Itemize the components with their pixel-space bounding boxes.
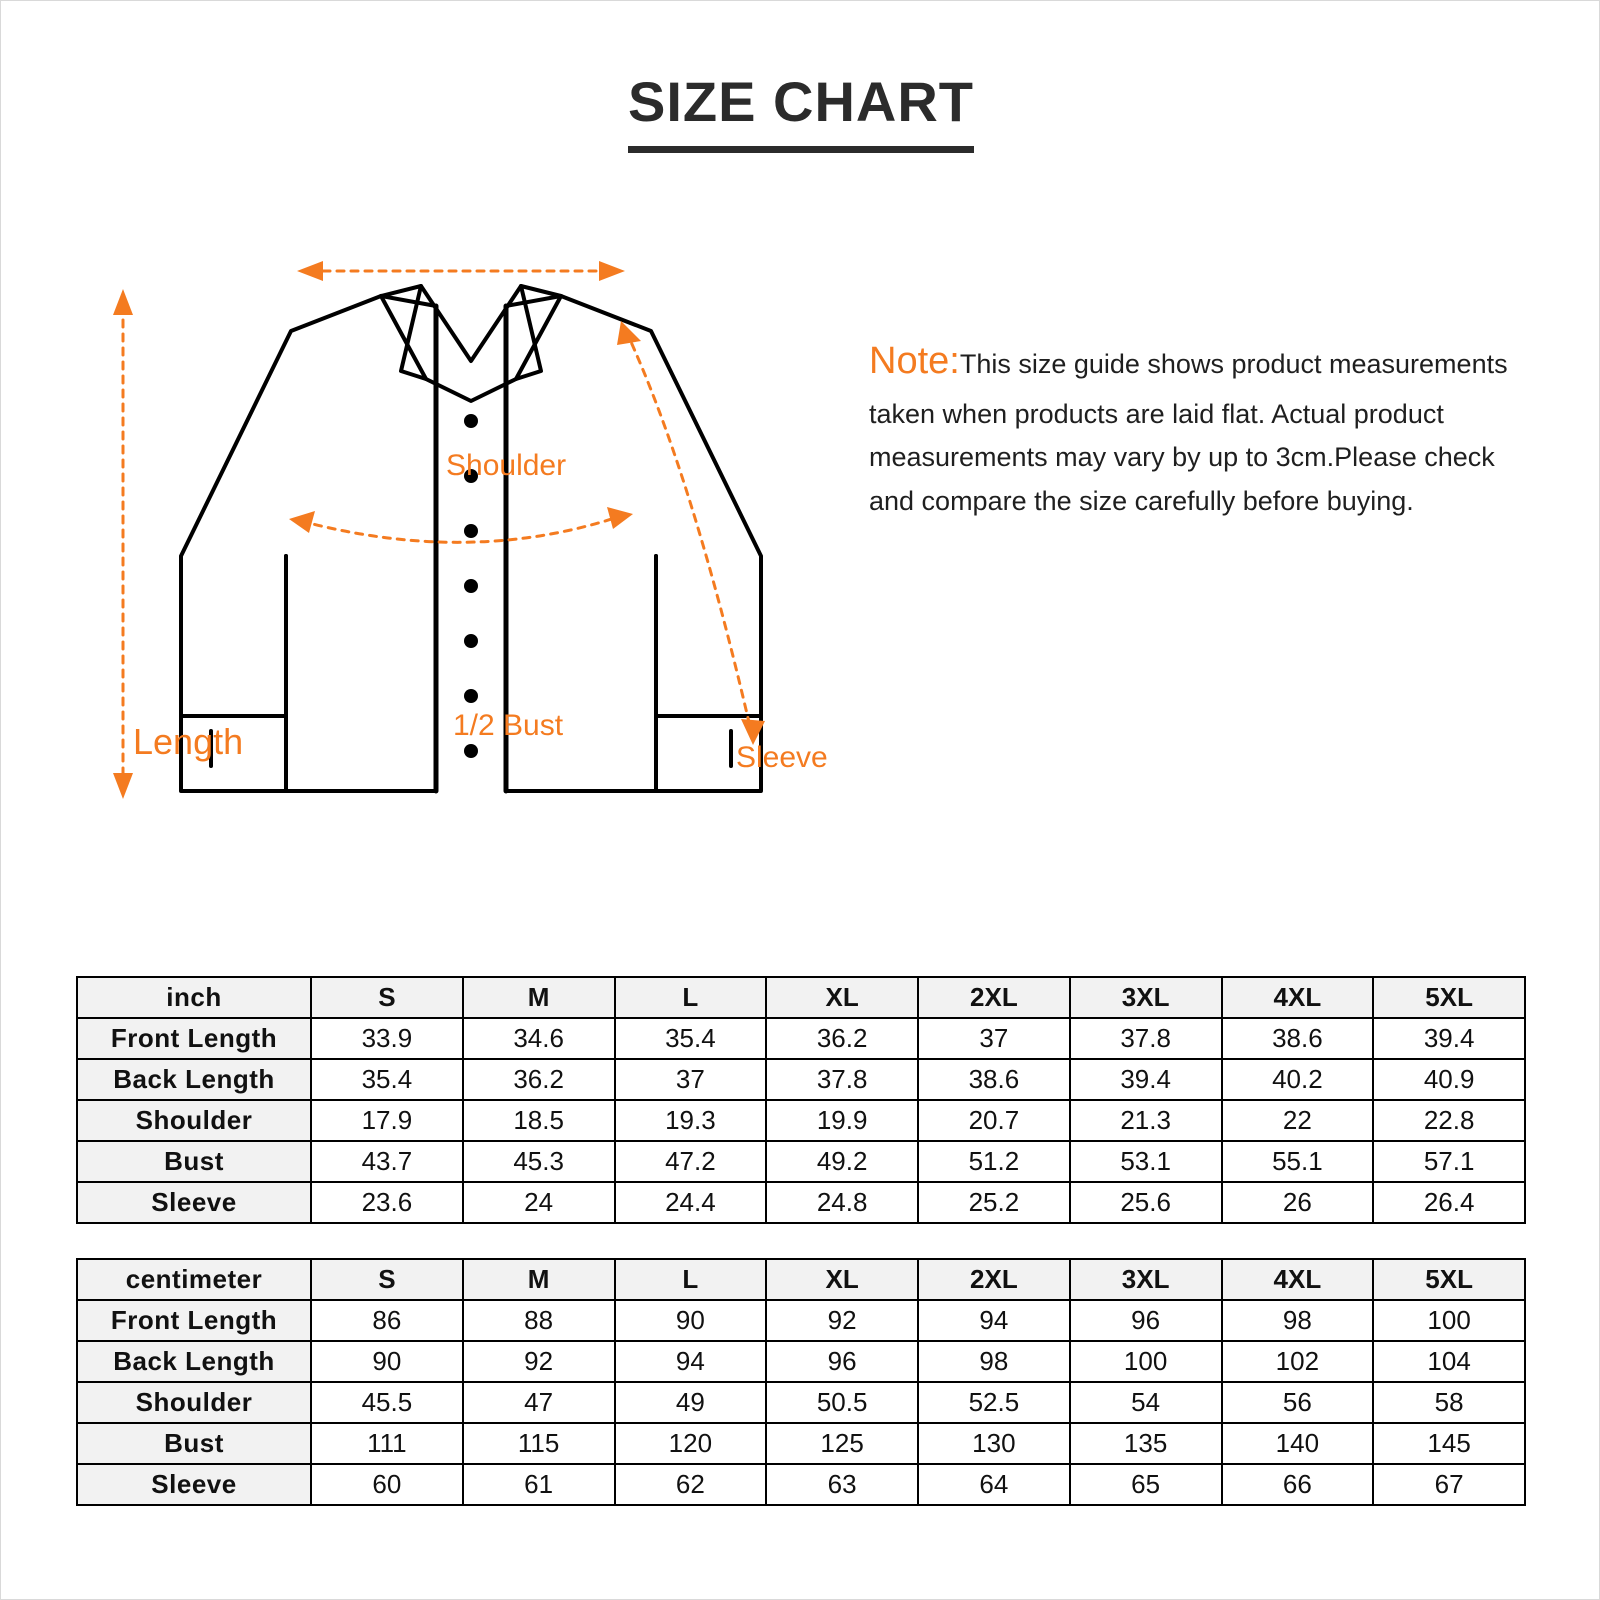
table-cell: 49 (615, 1382, 767, 1423)
table-row (77, 1059, 1525, 1100)
table-cell: 96 (766, 1341, 918, 1382)
table-cell: 22 (1222, 1100, 1374, 1141)
table-cell: 38.6 (918, 1059, 1070, 1100)
table-row (77, 1423, 1525, 1464)
column-header: 5XL (1373, 977, 1525, 1018)
column-header: 4XL (1222, 1259, 1374, 1300)
table-cell: 43.7 (311, 1141, 463, 1182)
row-header: Shoulder (77, 1382, 311, 1423)
table-cell: 92 (766, 1300, 918, 1341)
note-text: This size guide shows product measurements taken when products are laid flat. Actual product measurements may vary by up to 3cm.Please check and compare the size carefully before buying. (869, 349, 1508, 517)
table-cell: 65 (1070, 1464, 1222, 1505)
table-cell: 37 (615, 1059, 767, 1100)
table-cell: 52.5 (918, 1382, 1070, 1423)
table-cell: 96 (1070, 1300, 1222, 1341)
column-header: 3XL (1070, 1259, 1222, 1300)
table-cell: 26 (1222, 1182, 1374, 1223)
table-cell: 47.2 (615, 1141, 767, 1182)
size-table-inch (76, 976, 1526, 1224)
table-cell: 100 (1070, 1341, 1222, 1382)
table-cell: 38.6 (1222, 1018, 1374, 1059)
table-cell: 125 (766, 1423, 918, 1464)
column-header: 3XL (1070, 977, 1222, 1018)
table-cell: 37.8 (1070, 1018, 1222, 1059)
table-cell: 90 (615, 1300, 767, 1341)
unit-label: inch (77, 977, 311, 1018)
size-table-inch-body (77, 977, 1525, 1223)
column-header: 2XL (918, 1259, 1070, 1300)
table-header-row (77, 1259, 1525, 1300)
table-cell: 56 (1222, 1382, 1374, 1423)
column-header: S (311, 1259, 463, 1300)
row-header: Back Length (77, 1341, 311, 1382)
table-cell: 115 (463, 1423, 615, 1464)
page-title-container (1, 70, 1600, 153)
table-cell: 47 (463, 1382, 615, 1423)
table-row (77, 1141, 1525, 1182)
column-header: S (311, 977, 463, 1018)
table-separator (76, 1224, 1526, 1258)
note-block (869, 331, 1509, 524)
table-cell: 35.4 (615, 1018, 767, 1059)
table-row (77, 1182, 1525, 1223)
table-cell: 88 (463, 1300, 615, 1341)
table-cell: 61 (463, 1464, 615, 1505)
table-cell: 50.5 (766, 1382, 918, 1423)
size-tables (76, 976, 1526, 1506)
table-cell: 40.2 (1222, 1059, 1374, 1100)
table-cell: 36.2 (463, 1059, 615, 1100)
table-cell: 25.2 (918, 1182, 1070, 1223)
table-row (77, 1300, 1525, 1341)
table-cell: 51.2 (918, 1141, 1070, 1182)
table-cell: 120 (615, 1423, 767, 1464)
table-row (77, 1341, 1525, 1382)
row-header: Bust (77, 1423, 311, 1464)
table-cell: 24.8 (766, 1182, 918, 1223)
table-cell: 64 (918, 1464, 1070, 1505)
label-half-bust: 1/2 Bust (453, 709, 564, 742)
table-cell: 60 (311, 1464, 463, 1505)
table-cell: 36.2 (766, 1018, 918, 1059)
table-cell: 57.1 (1373, 1141, 1525, 1182)
table-cell: 130 (918, 1423, 1070, 1464)
table-cell: 86 (311, 1300, 463, 1341)
table-cell: 98 (1222, 1300, 1374, 1341)
table-cell: 66 (1222, 1464, 1374, 1505)
table-cell: 63 (766, 1464, 918, 1505)
table-cell: 104 (1373, 1341, 1525, 1382)
table-cell: 40.9 (1373, 1059, 1525, 1100)
table-cell: 19.3 (615, 1100, 767, 1141)
table-row (77, 1464, 1525, 1505)
table-header-row (77, 977, 1525, 1018)
table-cell: 94 (615, 1341, 767, 1382)
row-header: Bust (77, 1141, 311, 1182)
size-table-cm-body (77, 1259, 1525, 1505)
table-cell: 54 (1070, 1382, 1222, 1423)
table-cell: 35.4 (311, 1059, 463, 1100)
column-header: M (463, 977, 615, 1018)
table-cell: 92 (463, 1341, 615, 1382)
table-cell: 18.5 (463, 1100, 615, 1141)
table-cell: 19.9 (766, 1100, 918, 1141)
table-cell: 26.4 (1373, 1182, 1525, 1223)
label-shoulder: Shoulder (446, 449, 567, 482)
column-header: 2XL (918, 977, 1070, 1018)
table-row (77, 1382, 1525, 1423)
table-cell: 111 (311, 1423, 463, 1464)
table-cell: 53.1 (1070, 1141, 1222, 1182)
table-cell: 135 (1070, 1423, 1222, 1464)
table-cell: 62 (615, 1464, 767, 1505)
table-cell: 24 (463, 1182, 615, 1223)
row-header: Front Length (77, 1300, 311, 1341)
shirt-diagram (61, 211, 881, 831)
table-cell: 17.9 (311, 1100, 463, 1141)
table-cell: 49.2 (766, 1141, 918, 1182)
table-cell: 37 (918, 1018, 1070, 1059)
label-length: Length (133, 721, 244, 762)
table-cell: 94 (918, 1300, 1070, 1341)
table-cell: 55.1 (1222, 1141, 1374, 1182)
table-cell: 21.3 (1070, 1100, 1222, 1141)
table-cell: 100 (1373, 1300, 1525, 1341)
table-cell: 24.4 (615, 1182, 767, 1223)
table-cell: 23.6 (311, 1182, 463, 1223)
table-cell: 67 (1373, 1464, 1525, 1505)
column-header: XL (766, 977, 918, 1018)
table-cell: 37.8 (766, 1059, 918, 1100)
table-cell: 140 (1222, 1423, 1374, 1464)
table-cell: 90 (311, 1341, 463, 1382)
table-cell: 25.6 (1070, 1182, 1222, 1223)
note-heading: Note: (869, 340, 960, 382)
row-header: Back Length (77, 1059, 311, 1100)
table-row (77, 1100, 1525, 1141)
table-cell: 39.4 (1070, 1059, 1222, 1100)
column-header: 5XL (1373, 1259, 1525, 1300)
size-table-cm (76, 1258, 1526, 1506)
table-cell: 20.7 (918, 1100, 1070, 1141)
table-cell: 58 (1373, 1382, 1525, 1423)
page-title: SIZE CHART (628, 73, 974, 153)
table-cell: 102 (1222, 1341, 1374, 1382)
column-header: L (615, 1259, 767, 1300)
table-cell: 22.8 (1373, 1100, 1525, 1141)
unit-label: centimeter (77, 1259, 311, 1300)
table-cell: 45.5 (311, 1382, 463, 1423)
column-header: 4XL (1222, 977, 1374, 1018)
row-header: Sleeve (77, 1464, 311, 1505)
table-cell: 39.4 (1373, 1018, 1525, 1059)
column-header: L (615, 977, 767, 1018)
label-sleeve: Sleeve (736, 741, 828, 774)
table-cell: 45.3 (463, 1141, 615, 1182)
table-cell: 145 (1373, 1423, 1525, 1464)
table-cell: 98 (918, 1341, 1070, 1382)
column-header: M (463, 1259, 615, 1300)
row-header: Shoulder (77, 1100, 311, 1141)
table-cell: 33.9 (311, 1018, 463, 1059)
row-header: Sleeve (77, 1182, 311, 1223)
row-header: Front Length (77, 1018, 311, 1059)
table-cell: 34.6 (463, 1018, 615, 1059)
table-row (77, 1018, 1525, 1059)
column-header: XL (766, 1259, 918, 1300)
